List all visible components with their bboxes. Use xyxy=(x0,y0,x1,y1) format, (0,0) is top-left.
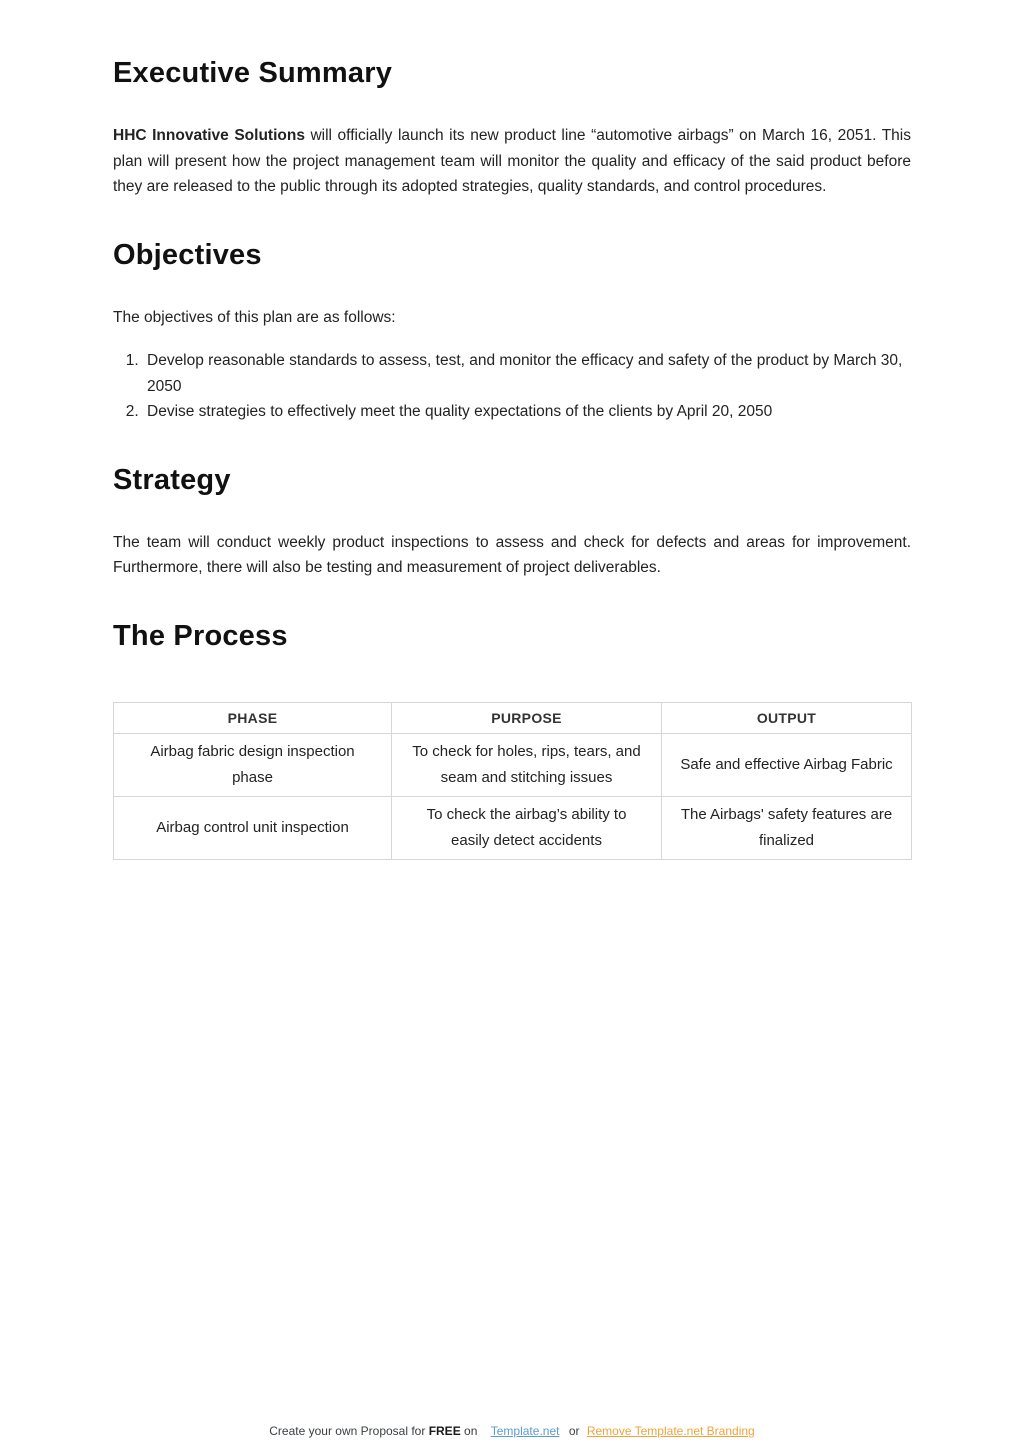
footer-free-label: FREE xyxy=(428,1424,461,1438)
process-heading: The Process xyxy=(113,619,288,652)
table-header-row xyxy=(114,702,912,733)
cell-phase: Airbag fabric design inspection phase xyxy=(114,733,392,796)
objective-1-text: Develop reasonable standards to assess, test, and monitor the efficacy and safety of the product by March 30, 2050 xyxy=(147,352,903,395)
remove-branding-link[interactable]: Remove Template.net Branding xyxy=(586,1424,755,1438)
cell-purpose: To check for holes, rips, tears, and seam and stitching issues xyxy=(392,733,662,796)
list-item xyxy=(143,348,911,399)
cell-output: The Airbags' safety features are finalized xyxy=(662,796,912,859)
footer-text-before-free: Create your own Proposal for xyxy=(269,1424,426,1438)
objectives-list xyxy=(113,348,911,425)
process-table xyxy=(113,702,912,860)
objectives-heading: Objectives xyxy=(113,238,262,271)
column-header-purpose: PURPOSE xyxy=(392,702,662,733)
table-row xyxy=(114,733,912,796)
company-name: HHC Innovative Solutions xyxy=(113,127,305,144)
footer-text-after-free: on xyxy=(464,1424,478,1438)
objective-2-text: Devise strategies to effectively meet the quality expectations of the clients by April 20, 2050 xyxy=(147,403,773,420)
cell-output: Safe and effective Airbag Fabric xyxy=(662,733,912,796)
exec-summary-heading: Executive Summary xyxy=(113,57,393,89)
strategy-paragraph: The team will conduct weekly product inspections to assess and check for defects and areas for improvement. Furthermore, there will also be testing and measurement of project deliverables. xyxy=(113,533,911,576)
strategy-heading: Strategy xyxy=(113,463,231,496)
column-header-output: OUTPUT xyxy=(662,702,912,733)
branding-footer xyxy=(0,1424,1024,1438)
exec-summary-text: will officially launch its new product line “automotive airbags” on March 16, 2051. This plan will present how the project management team will monitor the quality and efficacy of the said product before they are released to the public through its adopted strategies, quality standards, and control procedures. xyxy=(113,127,911,195)
cell-phase: Airbag control unit inspection xyxy=(114,796,392,859)
exec-summary-paragraph xyxy=(113,123,911,200)
table-row xyxy=(114,796,912,859)
footer-or-label: or xyxy=(568,1424,580,1438)
template-net-link[interactable]: Template.net xyxy=(490,1424,560,1438)
objectives-intro: The objectives of this plan are as follows: xyxy=(113,308,396,326)
cell-purpose: To check the airbag’s ability to easily detect accidents xyxy=(392,796,662,859)
list-item xyxy=(143,399,911,425)
column-header-phase: PHASE xyxy=(114,702,392,733)
